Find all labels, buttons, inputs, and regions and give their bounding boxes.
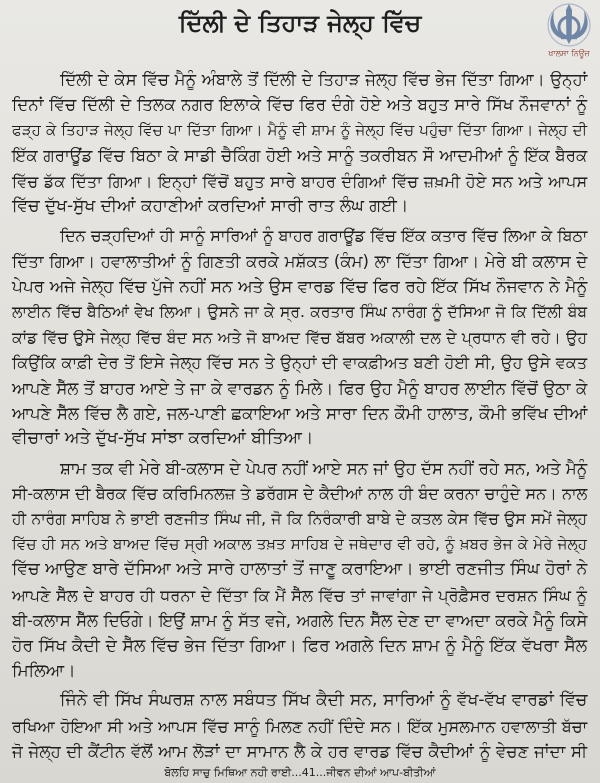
text-line: ਜਿੰਨੇ ਵੀ ਸਿੱਖ ਸੰਘਰਸ਼ ਨਾਲ ਸਬੰਧਤ ਸਿੱਖ ਕੈਦੀ ਸਨ, ਸਾਰਿਆਂ ਨੂੰ ਵੱਖ-ਵੱਖ ਵਾਰਡਾਂ ਵਿੱਚ: [60, 690, 588, 711]
page-footer: [0, 766, 600, 780]
text-line: ਮਿਲਿਆ।: [12, 660, 76, 681]
paragraph: [12, 67, 588, 219]
khalsa-news-logo: [541, 2, 597, 64]
text-line: ਸ਼ਾਮ ਤਕ ਵੀ ਮੇਰੇ ਬੀ-ਕਲਾਸ ਦੇ ਪੇਪਰ ਨਹੀਂ ਆਏ ਸਨ ਜਾਂ ਉਹ ਦੱਸ ਨਹੀਂ ਰਹੇ ਸਨ, ਅਤੇ ਮੈਨੂੰ: [60, 458, 588, 478]
footer-verse: ਬੋਲਹਿ ਸਾਚੁ ਮਿਥਿਆ ਨਹੀ ਰਾਈ: [164, 766, 292, 779]
text-line: ਕਾਂਡ ਵਿੱਚ ਉਸੇ ਜੇਲ੍ਹ ਵਿੱਚ ਬੰਦ ਸਨ ਅਤੇ ਜੋ ਬਾਅਦ ਵਿੱਚ ਬੱਬਰ ਅਕਾਲੀ ਦਲ ਦੇ ਪ੍ਰਧਾਨ ਵੀ ਰਹੇ। ਉਹ: [12, 327, 588, 347]
text-line: ਦਿਨ ਚੜ੍ਹਦਿਆਂ ਹੀ ਸਾਨੂੰ ਸਾਰਿਆਂ ਨੂੰ ਬਾਹਰ ਗਰਾਊਂਡ ਵਿੱਚ ਇੱਕ ਕਤਾਰ ਵਿੱਚ ਲਿਆ ਕੇ ਬਿਠਾ: [60, 226, 588, 246]
text-line: ਦਿਨਾਂ ਵਿੱਚ ਦਿੱਲੀ ਦੇ ਤਿਲਕ ਨਗਰ ਇਲਾਕੇ ਵਿੱਚ ਫਿਰ ਦੰਗੇ ਹੋਏ ਅਤੇ ਬਹੁਤ ਸਾਰੇ ਸਿੱਖ ਨੌਜਵਾਨਾਂ ਨੂੰ: [12, 95, 588, 115]
text-line: ਵੀਚਾਰਾਂ ਅਤੇ ਦੁੱਖ-ਸੁੱਖ ਸਾਂਝਾ ਕਰਦਿਆਂ ਬੀਤਿਆ।: [12, 428, 314, 449]
footer-separator: ...: [291, 766, 302, 779]
text-line: ਆਪਣੇ ਸੈੱਲ ਤੋਂ ਬਾਹਰ ਆਏ ਤੇ ਜਾ ਕੇ ਵਾਰਡਨ ਨੂੰ ਮਿਲੇ। ਫਿਰ ਉਹ ਮੈਨੂੰ ਬਾਹਰ ਲਾਈਨ ਵਿੱਚੋਂ ਉਠਾ ਕੇ: [12, 378, 588, 398]
text-line: ਹੋਰ ਸਿੱਖ ਕੈਦੀ ਦੇ ਸੈੱਲ ਵਿੱਚ ਭੇਜ ਦਿੱਤਾ ਗਿਆ। ਫਿਰ ਅਗਲੇ ਦਿਨ ਸ਼ਾਮ ਨੂੰ ਮੈਨੂੰ ਇੱਕ ਵੱਖਰਾ ਸੈੱਲ: [12, 635, 588, 656]
text-line: ਵਿੱਚ ਡੱਕ ਦਿੱਤਾ ਗਿਆ। ਇਨ੍ਹਾਂ ਵਿੱਚੋਂ ਬਹੁਤ ਸਾਰੇ ਬਾਹਰ ਦੰਗਿਆਂ ਵਿੱਚ ਜ਼ਖ਼ਮੀ ਹੋਏ ਸਨ ਅਤੇ ਆਪਸ: [12, 171, 588, 191]
article-body: [12, 67, 588, 765]
text-line: ਆਪਣੇ ਸੈੱਲ ਦੇ ਬਾਹਰ ਹੀ ਧਰਨਾ ਦੇ ਦਿੱਤਾ ਕਿ ਮੈਂ ਸੈੱਲ ਵਿੱਚ ਤਾਂ ਜਾਵਾਂਗਾ ਜੇ ਪ੍ਰੋਫ਼ੈਸਰ ਦਰਸ਼ਨ ਸਿੰਘ ਨੂੰ: [12, 585, 588, 605]
text-line: ਜੋ ਜੇਲ੍ਹ ਦੀ ਕੈਂਟੀਨ ਵੱਲੋਂ ਆਮ ਲੋੜਾਂ ਦਾ ਸਾਮਾਨ ਲੈ ਕੇ ਹਰ ਵਾਰਡ ਵਿੱਚ ਕੈਦੀਆਂ ਨੂੰ ਵੇਚਣ ਜਾਂਦਾ ਸੀ: [12, 742, 588, 762]
text-line: ਬੀ-ਕਲਾਸ ਸੈੱਲ ਦਿਓਗੇ। ਇਉਂ ਸ਼ਾਮ ਨੂੰ ਸੱਤ ਵਜੇ, ਅਗਲੇ ਦਿਨ ਸੈੱਲ ਦੇਣ ਦਾ ਵਾਅਦਾ ਕਰਕੇ ਮੈਨੂੰ ਕਿਸੇ: [12, 611, 588, 631]
text-line: ਵਿੱਚ ਦੁੱਖ-ਸੁੱਖ ਦੀਆਂ ਕਹਾਣੀਆਂ ਕਰਦਿਆਂ ਸਾਰੀ ਰਾਤ ਲੰਘ ਗਈ।: [12, 195, 409, 216]
text-line: ਫੜ੍ਹ ਕੇ ਤਿਹਾੜ ਜੇਲ੍ਹ ਵਿੱਚ ਪਾ ਦਿੱਤਾ ਗਿਆ। ਮੈਨੂੰ ਵੀ ਸ਼ਾਮ ਨੂੰ ਜੇਲ੍ਹ ਵਿੱਚ ਪਹੁੰਚਾ ਦਿੱਤਾ ਗਿਆ। ਜੇਲ੍ਹ ਦੀ: [12, 120, 588, 139]
khanda-icon: [542, 2, 596, 48]
paragraph: [12, 456, 588, 685]
footer-book-title: ਜੀਵਨ ਦੀਆਂ ਆਪ-ਬੀਤੀਆਂ: [326, 766, 436, 779]
text-line: ਵਿੱਚ ਆਉਣ ਬਾਰੇ ਦੱਸਿਆ ਅਤੇ ਸਾਰੇ ਹਾਲਾਤਾਂ ਤੋਂ ਜਾਣੂ ਕਰਾਇਆ। ਭਾਈ ਰਣਜੀਤ ਸਿੰਘ ਹੋਰਾਂ ਨੇ: [12, 559, 588, 580]
logo-text: ਖਾਲਸਾ ਨਿਊਜ਼: [548, 49, 590, 58]
text-line: ਹੀ ਨਾਰੰਗ ਸਾਹਿਬ ਨੇ ਭਾਈ ਰਣਜੀਤ ਸਿੰਘ ਜੀ, ਜੋ ਕਿ ਨਿਰੰਕਾਰੀ ਬਾਬੇ ਦੇ ਕਤਲ ਕੇਸ ਵਿੱਚ ਉਸ ਸਮੇਂ ਜੇਲ੍ਹ: [12, 509, 588, 528]
text-line: ਪੇਪਰ ਅਜੇ ਜੇਲ੍ਹ ਵਿੱਚ ਪੁੱਜੇ ਨਹੀਂ ਸਨ ਅਤੇ ਉਸ ਵਾਰਡ ਵਿੱਚ ਫਿਰ ਰਹੇ ਇੱਕ ਸਿੱਖ ਨੌਜਵਾਨ ਨੇ ਮੈਨੂੰ: [12, 276, 588, 297]
text-line: ਇੱਕ ਗਰਾਊਂਡ ਵਿੱਚ ਬਿਠਾ ਕੇ ਸਾਡੀ ਚੈਕਿੰਗ ਹੋਈ ਅਤੇ ਸਾਨੂੰ ਤਕਰੀਬਨ ਸੌ ਆਦਮੀਆਂ ਨੂੰ ਇੱਕ ਬੈਰਕ: [12, 146, 588, 166]
paragraph: [12, 223, 588, 452]
text-line: ਸੀ-ਕਲਾਸ ਦੀ ਬੈਰਕ ਵਿੱਚ ਕਰਿਮਿਨਲਜ਼ ਤੇ ਡਰੱਗਸ ਦੇ ਕੈਦੀਆਂ ਨਾਲ ਹੀ ਬੰਦ ਕਰਨਾ ਚਾਹੁੰਦੇ ਸਨ। ਨਾਲ: [12, 484, 588, 504]
text-line: ਰਖਿਆ ਹੋਇਆ ਸੀ ਅਤੇ ਆਪਸ ਵਿੱਚ ਸਾਨੂੰ ਮਿਲਣ ਨਹੀਂ ਦਿੰਦੇ ਸਨ। ਇੱਕ ਮੁਸਲਮਾਨ ਹਵਾਲਾਤੀ ਬੱਚਾ: [12, 716, 588, 736]
text-line: ਦਿੱਤਾ ਗਿਆ। ਹਵਾਲਾਤੀਆਂ ਨੂੰ ਗਿਣਤੀ ਕਰਕੇ ਮਸ਼ੱਕਤ (ਕੰਮ) ਲਾ ਦਿੱਤਾ ਗਿਆ। ਮੇਰੇ ਬੀ ਕਲਾਸ ਦੇ: [12, 251, 588, 271]
text-line: ਕਿਉਂਕਿ ਕਾਫ਼ੀ ਦੇਰ ਤੋਂ ਇਸੇ ਜੇਲ੍ਹ ਵਿੱਚ ਸਨ ਤੇ ਉਨ੍ਹਾਂ ਦੀ ਵਾਕਫ਼ੀਅਤ ਬਣੀ ਹੋਈ ਸੀ, ਉਹ ਉਸੇ ਵਕਤ: [12, 353, 588, 373]
text-line: ਆਪਣੇ ਸੈੱਲ ਵਿੱਚ ਲੈ ਗਏ, ਜਲ-ਪਾਣੀ ਛਕਾਇਆ ਅਤੇ ਸਾਰਾ ਦਿਨ ਕੌਮੀ ਹਾਲਾਤ, ਕੌਮੀ ਭਵਿੱਖ ਦੀਆਂ: [12, 404, 588, 424]
paragraph: [12, 688, 588, 764]
page-title: ਦਿੱਲੀ ਦੇ ਤਿਹਾੜ ਜੇਲ੍ਹ ਵਿੱਚ: [178, 9, 422, 37]
text-line: ਦਿੱਲੀ ਦੇ ਕੇਸ ਵਿੱਚ ਮੈਨੂੰ ਅੰਬਾਲੇ ਤੋਂ ਦਿੱਲੀ ਦੇ ਤਿਹਾੜ ਜੇਲ੍ਹ ਵਿੱਚ ਭੇਜ ਦਿੱਤਾ ਗਿਆ। ਉਨ੍ਹਾਂ: [60, 70, 588, 89]
text-line: ਵਿੱਚ ਹੀ ਸਨ ਅਤੇ ਬਾਅਦ ਵਿੱਚ ਸ੍ਰੀ ਅਕਾਲ ਤਖ਼ਤ ਸਾਹਿਬ ਦੇ ਜਥੇਦਾਰ ਵੀ ਰਹੇ, ਨੂੰ ਖ਼ਬਰ ਭੇਜ ਕੇ ਮੇਰੇ ਜੇਲ੍ਹ: [12, 535, 588, 554]
page-number: 41: [301, 766, 316, 779]
footer-separator: ...: [315, 766, 327, 779]
text-line: ਲਾਈਨ ਵਿੱਚ ਬੈਠਿਆਂ ਵੇਖ ਲਿਆ। ਉਸਨੇ ਜਾ ਕੇ ਸ੍ਰ. ਕਰਤਾਰ ਸਿੰਘ ਨਾਰੰਗ ਨੂੰ ਦੱਸਿਆ ਜੋ ਕਿ ਦਿੱਲੀ ਬੰਬ: [12, 302, 588, 321]
